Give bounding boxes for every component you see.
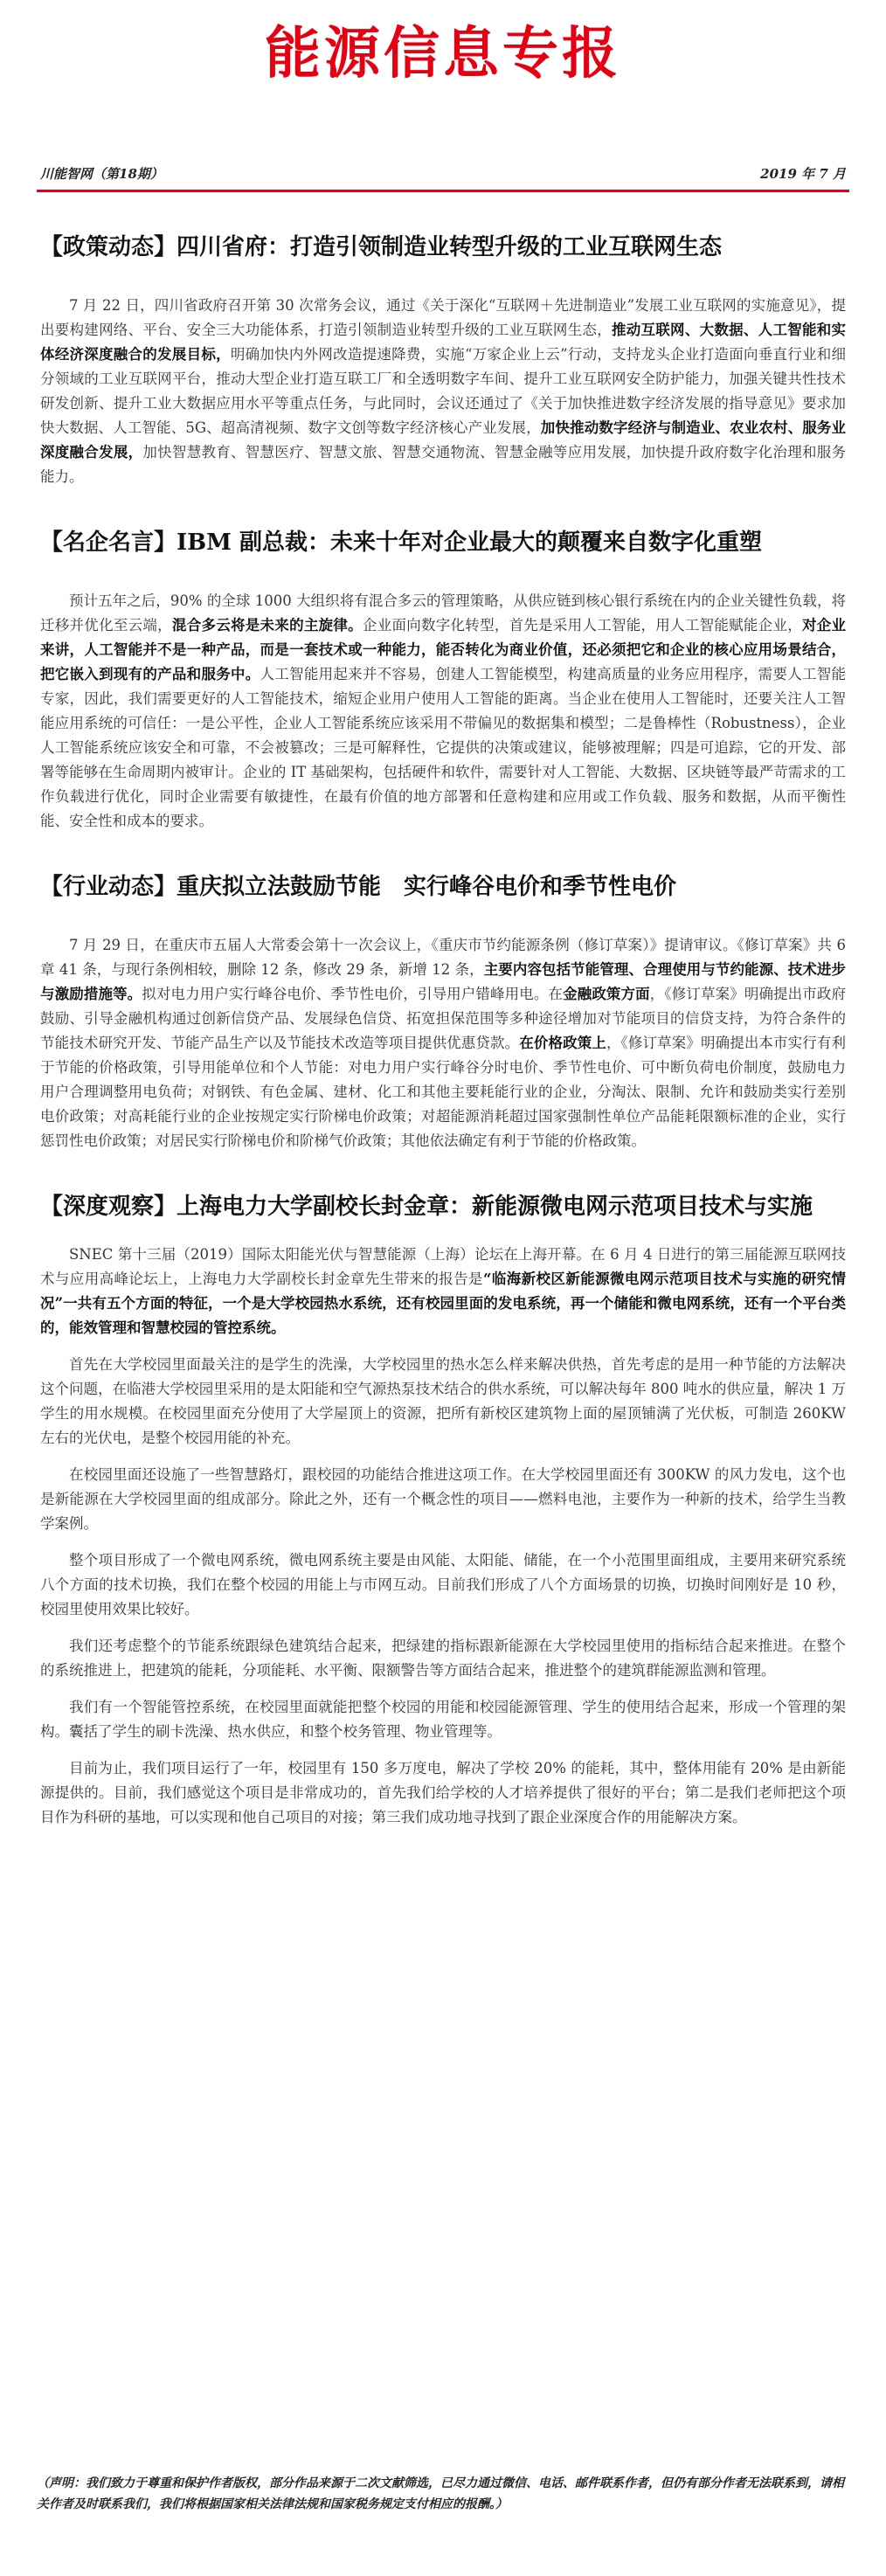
emphasis-text: 混合多云将是未来的主旋律。: [171, 617, 363, 634]
paragraph: [40, 1353, 846, 1451]
body-text: 明确加快内外网改造提速降费，实施“万家企业上云”行动，支持龙头企业打造面向垂直行业和细分领域的工业互联网平台，推动大型企业打造互联工厂和全透明数字车间、提升工业互联网安全防护能力，加强关键共性技术研发创新、提升工业大数据应用水平等重点任务，与此同时，会议还通过了《关于加快推进数字经济发展的指导意见》要求加快大数据、人工智能、5G、超高清视频、数字文创等数字经济核心产业发展，: [40, 346, 847, 436]
issue-date: 2019 年 7 月: [760, 166, 846, 182]
body-text: 目前为止，我们项目运行了一年，校园里有 150 多万度电，解决了学校 20% 的能耗，其中，整体用能有 20% 是由新能源提供的。目前，我们感觉这个项目是非常成功的，首先我们给学校的人才培养提供了很好的平台；第二是我们老师把这个项目作为科研的基地，可以实现和他自己项目的对接；第三我们成功地寻找到了跟企业深度合作的用能解决方案。: [40, 1760, 846, 1825]
section-body: [40, 589, 846, 834]
body-text: 预计五年之后，90% 的全球 1000 大组织将有混合多云的管理策略，从供应链到核心银行系统在内的企业关键性负载，将迁移并优化至云端，: [40, 592, 846, 634]
section-body: [40, 294, 846, 489]
body-text: 7 月 29 日，在重庆市五届人大常委会第十一次会议上，《重庆市节约能源条例（修订草案）》提请审议。《修订草案》共 6 章 41 条，与现行条例相较，删除 12 条，修改 29 条，新增 12 条，: [40, 937, 846, 978]
emphasis-text: 对企业来讲，人工智能并不是一种产品，而是一套技术或一种能力，能否转化为商业价值，还必须把它和企业的核心应用场景结合，把它嵌入到现有的产品和服务中。: [40, 617, 847, 682]
body-text: 首先在大学校园里面最关注的是学生的洗澡，大学校园里的热水怎么样来解决供热，首先考虑的是用一种节能的方法解决这个问题，在临港大学校园里采用的是太阳能和空气源热泵技术结合的供水系统，可以解决每年 800 吨水的供应量，解决 1 万学生的用水规模。在校园里面充分使用了大学屋顶上的资源，把所有新校区建筑物上面的屋顶铺满了光伏板，可制造 260KW 左右的光伏电，是整个校园用能的补充。: [40, 1356, 846, 1446]
section-policy: [40, 231, 846, 489]
section-quote: [40, 526, 846, 834]
paragraph: [40, 933, 846, 1153]
body-text: 拟对电力用户实行峰谷电价、季节性电价，引导用户错峰用电。在: [142, 986, 564, 1002]
paragraph: [40, 589, 846, 834]
section-body: [40, 933, 846, 1153]
body-text: 我们有一个智能管控系统，在校园里面就能把整个校园的用能和校园能源管理、学生的使用结合起来，形成一个管理的架构。囊括了学生的刷卡洗澡、热水供应，和整个校务管理、物业管理等。: [40, 1699, 846, 1740]
emphasis-text: 主要内容包括节能管理、合理使用与节约能源、技术进步与激励措施等。: [40, 961, 847, 1002]
body-text: ，《修订草案》明确提出市政府鼓励、引导金融机构通过创新信贷产品、发展绿色信贷、拓宽担保范围等多种途径增加对节能项目的信贷支持，为符合条件的节能技术研究开发、节能产品生产以及节能技术改造等项目提供优惠贷款。: [40, 986, 847, 1051]
copyright-notice: （声明：我们致力于尊重和保护作者版权，部分作品来源于二次文献筛选，已尽力通过微信、电话、邮件联系作者，但仍有部分作者无法联系到，请相关作者及时联系我们，我们将根据国家相关法律法规和国家税务规定支付相应的报酬。）: [37, 2476, 844, 2511]
body-text: 整个项目形成了一个微电网系统，微电网系统主要是由风能、太阳能、储能，在一个小范围里面组成，主要用来研究系统八个方面的技术切换，我们在整个校园的用能上与市网互动。目前我们形成了八个方面场景的切换，切换时间刚好是 10 秒，校园里使用效果比较好。: [40, 1552, 846, 1617]
emphasis-text: 金融政策方面: [563, 986, 650, 1002]
paragraph: [40, 1548, 846, 1622]
section-insight: [40, 1190, 846, 1830]
emphasis-text: 推动互联网、大数据、人工智能和实体经济深度融合的发展目标，: [40, 322, 847, 363]
section-title: 【名企名言】IBM 副总裁：未来十年对企业最大的颠覆来自数字化重塑: [40, 530, 762, 556]
section-body: [40, 1243, 846, 1830]
body-text: 在校园里面还设施了一些智慧路灯，跟校园的功能结合推进这项工作。在大学校园里面还有 300KW 的风力发电，这个也是新能源在大学校园里面的组成部分。除此之外，还有一个概念性的项目——燃料电池，主要作为一种新的技术，给学生当教学案例。: [40, 1466, 846, 1532]
emphasis-text: 加快推动数字经济与制造业、农业农村、服务业深度融合发展，: [40, 419, 847, 460]
section-industry: [40, 870, 846, 1153]
body-text: 我们还考虑整个的节能系统跟绿色建筑结合起来，把绿建的指标跟新能源在大学校园里使用的指标结合起来推进。在整个的系统推进上，把建筑的能耗，分项能耗、水平衡、限额警告等方面结合起来，推进整个的建筑群能源监测和管理。: [40, 1638, 846, 1679]
issue-row: [40, 164, 846, 183]
paragraph: [40, 1756, 846, 1830]
section-title: 【深度观察】上海电力大学副校长封金章：新能源微电网示范项目技术与实施: [40, 1194, 813, 1220]
emphasis-text: “临海新校区新能源微电网示范项目技术与实施的研究情况”一共有五个方面的特征，一个是大学校园热水系统，还有校园里面的发电系统，再一个储能和微电网系统，还有一个平台类的，能效管理和智慧校园的管控系统。: [40, 1271, 846, 1336]
issue-number: 川能智网（第18期）: [40, 166, 163, 182]
paragraph: [40, 1243, 846, 1340]
paragraph: [40, 294, 846, 489]
body-text: 人工智能用起来并不容易，创建人工智能模型，构建高质量的业务应用程序，需要人工智能专家，因此，我们需要更好的人工智能技术，缩短企业用户使用人工智能的距离。当企业在使用人工智能时，还要关注人工智能应用系统的可信任：一是公平性，企业人工智能系统应该采用不带偏见的数据集和模型；二是鲁棒性（Robustness），企业人工智能系统应该安全和可靠，不会被篡改；三是可解释性，它提供的决策或建议，能够被理解；四是可追踪，它的开发、部署等能够在生命周期内被审计。企业的 IT 基础架构，包括硬件和软件，需要针对人工智能、大数据、区块链等最严苛需求的工作负载进行优化，同时企业需要有敏捷性，在最有价值的地方部署和任意构建和应用或工作负载、服务和数据，从而平衡性能、安全性和成本的要求。: [40, 666, 847, 829]
paragraph: [40, 1463, 846, 1536]
section-title: 【政策动态】四川省府：打造引领制造业转型升级的工业互联网生态: [40, 234, 723, 260]
section-title: 【行业动态】重庆拟立法鼓励节能 实行峰谷电价和季节性电价: [40, 874, 677, 900]
body-text: ，《修订草案》明确提出本市实行有利于节能的价格政策，引导用能单位和个人节能：对电力用户实行峰谷分时电价、季节性电价、可中断负荷电价制度，鼓励电力用户合理调整用电负荷；对钢铁、有色金属、建材、化工和其他主要耗能行业的企业，分淘汰、限制、允许和鼓励类实行差别电价政策；对高耗能行业的企业按规定实行阶梯电价政策；对超能源消耗超过国家强制性单位产品能耗限额标准的企业，实行惩罚性电价政策；对居民实行阶梯电价和阶梯气价政策；其他依法确定有利于节能的价格政策。: [40, 1035, 847, 1149]
masthead-title: 能源信息专报: [265, 21, 621, 87]
body-text: SNEC 第十三届（2019）国际太阳能光伏与智慧能源（上海）论坛在上海开幕。在 6 月 4 日进行的第三届能源互联网技术与应用高峰论坛上，上海电力大学副校长封金章先生带来的报告是: [40, 1246, 846, 1287]
header-divider: [37, 190, 849, 192]
body-text: 企业面向数字化转型，首先是采用人工智能，用人工智能赋能企业，: [362, 617, 802, 634]
body-text: 7 月 22 日，四川省政府召开第 30 次常务会议，通过《关于深化“互联网＋先进制造业”发展工业互联网的实施意见》，提出要构建网络、平台、安全三大功能体系，打造引领制造业转型升级的工业互联网生态，: [40, 297, 846, 338]
paragraph: [40, 1695, 846, 1744]
emphasis-text: 在价格政策上: [519, 1035, 606, 1051]
paragraph: [40, 1634, 846, 1683]
body-text: 加快智慧教育、智慧医疗、智慧文旅、智慧交通物流、智慧金融等应用发展，加快提升政府数字化治理和服务能力。: [40, 444, 847, 485]
